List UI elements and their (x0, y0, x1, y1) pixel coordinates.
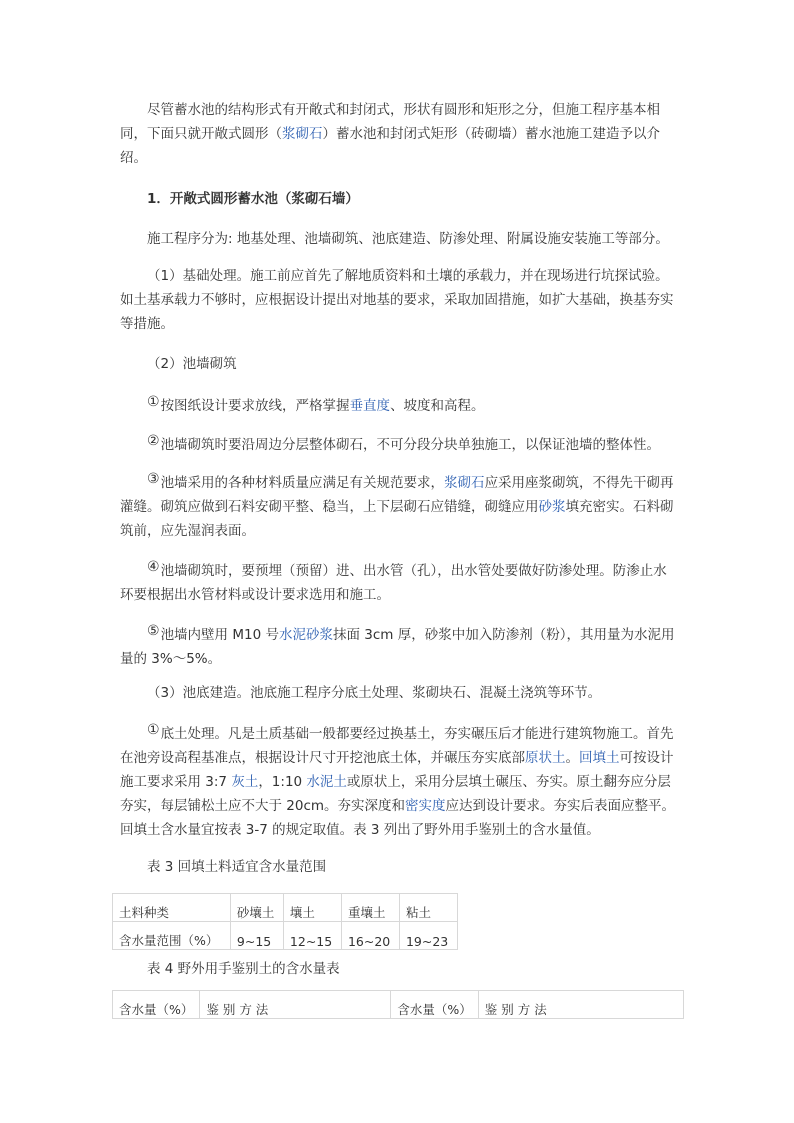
table-cell: 土料种类 (113, 894, 231, 922)
wall-item-1 (120, 390, 676, 418)
intro-text-end: ）蓄水池和封闭式矩形（砖砌墙）蓄水池施工建造予以介绍。 (120, 126, 660, 166)
table-cell: 鉴 别 方 法 (200, 991, 391, 1019)
wall-item-2 (120, 429, 676, 457)
table3 (112, 893, 458, 950)
table-cell: 19~23 (399, 922, 457, 950)
item-text: 池墙砌筑时，要预埋（预留）进、出水管（孔），出水管处要做好防渗处理。防渗止水环要根据出水管材料或设计要求选用和施工。 (120, 563, 667, 603)
table-cell: 16~20 (341, 922, 399, 950)
section-heading: 1．开敞式圆形蓄水池（浆砌石墙） (147, 191, 359, 207)
table3-caption: 表 3 回填土料适宜含水量范围 (147, 859, 327, 875)
link-cement-mortar[interactable]: 水泥砂浆 (278, 627, 333, 643)
wall-item-4 (120, 555, 676, 607)
table-cell: 砂壤土 (230, 894, 283, 922)
item-text: 。 (565, 750, 579, 766)
table-row (113, 922, 458, 950)
link-mortar[interactable]: 砂浆 (538, 499, 566, 515)
item-number: ① (147, 722, 160, 738)
item-number: ① (147, 394, 160, 410)
link-jiangqishi-2[interactable]: 浆砌石 (444, 475, 485, 491)
table-cell: 含水量（%） (391, 991, 478, 1019)
item-text: 底土处理。凡是土质基础一般都要经过换基土，夯实碾压后才能进行建筑物施工。首先在池旁设高程基准点，根据设计尺寸开挖池底土体，并碾压夯实底部 (120, 726, 674, 766)
item-text: 池墙采用的各种材料质量应满足有关规范要求， (160, 475, 445, 491)
floor-heading: （3）池底建造。池底施工程序分底土处理、浆砌块石、混凝土浇筑等环节。 (147, 685, 602, 701)
item-text: 可按设计施工要求采用 3:7 (120, 750, 674, 790)
table-cell: 粘土 (399, 894, 457, 922)
intro-paragraph (120, 98, 676, 170)
table-cell: 鉴 别 方 法 (478, 991, 683, 1019)
link-jiangqishi[interactable]: 浆砌石 (282, 126, 323, 142)
foundation-paragraph: （1）基础处理。施工前应首先了解地质资料和土壤的承载力，并在现场进行坑探试验。如土基承载力不够时，应根据设计提出对地基的要求，采取加固措施，如扩大基础，换基夯实等措施。 (120, 268, 674, 332)
item-text: 池墙内壁用 M10 号 (160, 627, 279, 643)
item-text: 按图纸设计要求放线，严格掌握 (160, 398, 350, 414)
link-cement-soil[interactable]: 水泥土 (306, 774, 347, 790)
link-lime-soil[interactable]: 灰土 (231, 774, 259, 790)
procedure-paragraph: 施工程序分为: 地基处理、池墙砌筑、池底建造、防渗处理、附属设施安装施工等部分。 (147, 231, 669, 247)
link-compactness[interactable]: 密实度 (405, 798, 446, 814)
table-cell: 12~15 (283, 922, 341, 950)
wall-heading: （2）池墙砌筑 (147, 356, 237, 372)
wall-item-3 (120, 467, 676, 543)
link-verticality[interactable]: 垂直度 (349, 398, 391, 414)
table-cell: 9~15 (230, 922, 283, 950)
table-cell: 含水量（%） (113, 991, 200, 1019)
item-number: ② (147, 433, 160, 449)
item-text: 池墙砌筑时要沿周边分层整体砌石，不可分段分块单独施工，以保证池墙的整体性。 (160, 437, 661, 453)
item-text: ，1:10 (258, 774, 307, 790)
table-row (113, 894, 458, 922)
table4-caption: 表 4 野外用手鉴别土的含水量表 (147, 961, 340, 977)
wall-item-5 (120, 619, 676, 671)
item-text: 应采用座浆砌筑，不得先干砌再灌缝。砌筑应做到石料安砌平整、稳当，上下层砌石应错缝，砌缝应用 (120, 475, 674, 515)
item-text: 填充密实。石料砌筑前，应先湿润表面。 (120, 499, 674, 539)
item-text: 或原状上，采用分层填土碾压、夯实。原土翻夯应分层夯实，每层铺松土应不大于 20cm。夯实深度和 (120, 774, 671, 814)
item-number: ④ (147, 559, 160, 575)
item-text: 、坡度和高程。 (390, 398, 485, 414)
item-text: 应达到设计要求。夯实后表面应整平。回填土含水量宜按表 3-7 的规定取值。表 3 列出了野外用手鉴别土的含水量值。 (120, 798, 676, 838)
table-cell: 壤土 (283, 894, 341, 922)
item-number: ⑤ (147, 623, 160, 639)
table-cell: 含水量范围（%） (113, 922, 231, 950)
table-row (113, 991, 684, 1019)
link-backfill[interactable]: 回填土 (579, 750, 620, 766)
table-cell: 重壤土 (341, 894, 399, 922)
intro-text: 尽管蓄水池的结构形式有开敞式和封闭式，形状有圆形和矩形之分，但施工程序基本相同，下面只就开敞式圆形（ (120, 102, 660, 142)
floor-item-1 (120, 718, 676, 842)
item-text: 抹面 3cm 厚，砂浆中加入防渗剂（粉），其用量为水泥用量的 3%～5%。 (120, 627, 675, 667)
link-undisturbed-soil[interactable]: 原状土 (525, 750, 566, 766)
item-number: ③ (147, 471, 160, 487)
table4 (112, 990, 684, 1019)
